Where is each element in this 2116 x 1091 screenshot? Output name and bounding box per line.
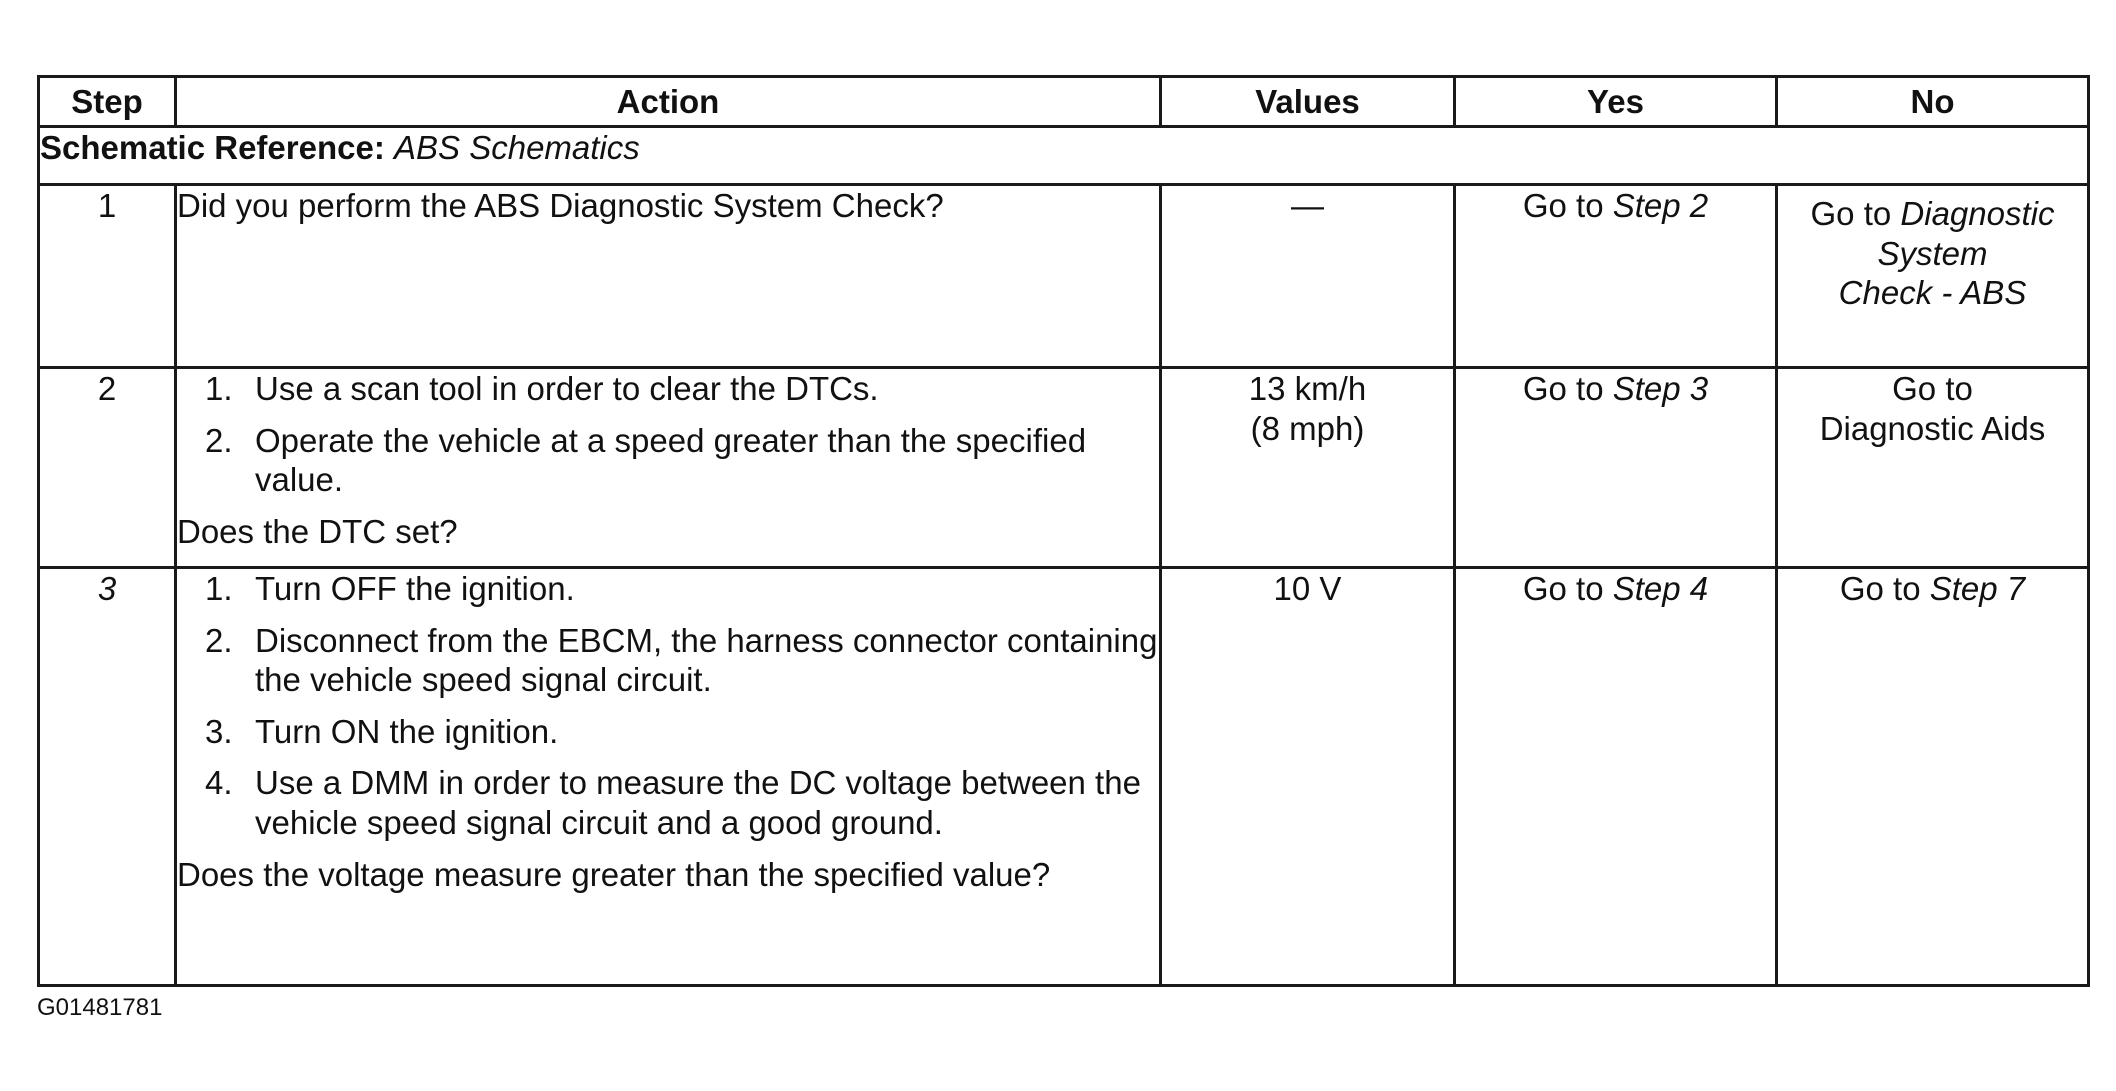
diagnostic-table: [37, 75, 2090, 987]
header-no: No: [1777, 77, 2089, 127]
no-cell: [1777, 185, 2089, 368]
action-question: Does the DTC set?: [177, 512, 458, 550]
substep-list: [177, 569, 1159, 843]
no-prefix: Go to: [1839, 570, 1921, 607]
header-action: Action: [176, 77, 1161, 127]
values-cell: [1161, 185, 1455, 368]
values-imperial: (8 mph): [1250, 409, 1365, 447]
substep-item: 2. Operate the vehicle at a speed greater than the specified value.: [205, 421, 1087, 499]
yes-prefix: Go to: [1522, 370, 1604, 407]
no-prefix: Go to: [1892, 370, 1973, 407]
no-link-part-1[interactable]: Diagnostic: [1900, 195, 2055, 232]
substep-list: [177, 369, 1159, 500]
no-prefix: Go to: [1810, 195, 1892, 232]
schematic-reference: [39, 127, 2089, 185]
action-question: Did you perform the ABS Diagnostic System Check?: [177, 187, 944, 224]
action-cell: [176, 368, 1161, 568]
header-values: Values: [1161, 77, 1455, 127]
values-text: —: [1291, 187, 1324, 224]
header-row: [39, 77, 2089, 127]
yes-prefix: Go to: [1522, 570, 1604, 607]
step-number: 1: [39, 185, 176, 368]
values-cell: [1161, 368, 1455, 568]
no-cell: [1777, 368, 2089, 568]
substep-item: 1. Turn OFF the ignition.: [205, 570, 575, 607]
table-row: [39, 185, 2089, 368]
no-link-part-3[interactable]: Check - ABS: [1838, 274, 2027, 312]
table-row: [39, 368, 2089, 568]
no-link-part-2[interactable]: System: [1877, 234, 1988, 272]
substep-item: 4. Use a DMM in order to measure the DC voltage between the vehicle speed signal circuit and a good ground.: [205, 764, 1141, 841]
yes-step-link[interactable]: Step 4: [1612, 570, 1709, 607]
substep-item: 2. Disconnect from the EBCM, the harness connector containing the vehicle speed signal circuit.: [205, 621, 1158, 699]
schematic-reference-label: Schematic Reference:: [40, 129, 385, 166]
values-metric: 13 km/h: [1248, 370, 1367, 407]
schematic-reference-row: [39, 127, 2089, 185]
no-diagnostic-aids-link[interactable]: Diagnostic Aids: [1819, 409, 2046, 447]
step-number: 3: [39, 568, 176, 986]
yes-cell: [1455, 568, 1777, 986]
no-step-link[interactable]: Step 7: [1929, 570, 2026, 607]
substep-item: 1. Use a scan tool in order to clear the DTCs.: [205, 370, 879, 407]
no-cell: [1777, 568, 2089, 986]
action-cell: [176, 185, 1161, 368]
action-question: Does the voltage measure greater than the specified value?: [177, 855, 1051, 893]
yes-cell: [1455, 368, 1777, 568]
action-cell: [176, 568, 1161, 986]
yes-step-link[interactable]: Step 3: [1612, 370, 1709, 407]
header-yes: Yes: [1455, 77, 1777, 127]
header-step: Step: [39, 77, 176, 127]
yes-step-link[interactable]: Step 2: [1612, 187, 1709, 224]
table-row: [39, 568, 2089, 986]
values-cell: [1161, 568, 1455, 986]
yes-cell: [1455, 185, 1777, 368]
step-number: 2: [39, 368, 176, 568]
values-text: 10 V: [1273, 570, 1342, 607]
figure-id: G01481781: [37, 994, 163, 1021]
yes-prefix: Go to: [1522, 187, 1604, 224]
schematic-reference-link[interactable]: ABS Schematics: [394, 129, 640, 166]
substep-item: 3. Turn ON the ignition.: [205, 712, 559, 750]
